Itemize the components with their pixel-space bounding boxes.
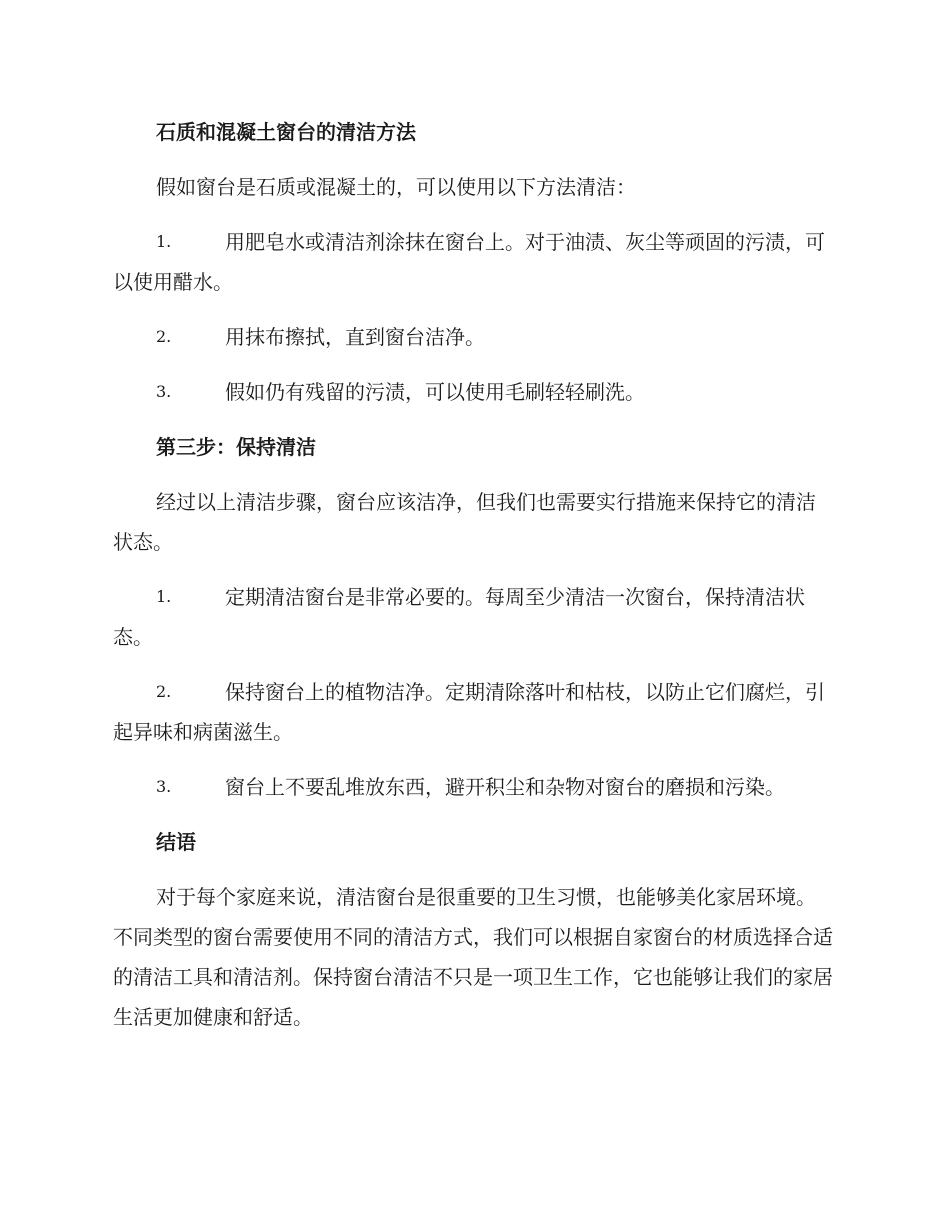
list-item-number: 1.	[156, 587, 172, 606]
list-item-text: 假如仍有残留的污渍，可以使用毛刷轻轻刷洗。	[225, 380, 645, 404]
list-item	[113, 372, 833, 412]
list-item	[113, 767, 833, 807]
section-intro-stone-concrete: 假如窗台是石质或混凝土的，可以使用以下方法清洁：	[156, 175, 636, 199]
list-item-number: 3.	[156, 382, 172, 401]
section-heading-conclusion: 结语	[156, 830, 196, 854]
list-item-number: 1.	[156, 232, 172, 251]
list-item	[113, 317, 833, 357]
conclusion-paragraph: 对于每个家庭来说，清洁窗台是很重要的卫生习惯，也能够美化家居环境。不同类型的窗台需要使用不同的清洁方式，我们可以根据自家窗台的材质选择合适的清洁工具和清洁剂。保持窗台清洁不只是一项卫生工作，它也能够让我们的家居生活更加健康和舒适。	[113, 885, 833, 1029]
list-item-text: 定期清洁窗台是非常必要的。每周至少清洁一次窗台，保持清洁状态。	[113, 585, 805, 649]
list-item-number: 2.	[156, 327, 172, 346]
list-item	[113, 577, 833, 657]
list-item-text: 保持窗台上的植物洁净。定期清除落叶和枯枝，以防止它们腐烂，引起异味和病菌滋生。	[113, 680, 825, 744]
section-heading-keep-clean: 第三步：保持清洁	[156, 435, 316, 459]
list-item-number: 2.	[156, 682, 172, 701]
list-item	[113, 672, 833, 752]
document-page	[113, 112, 833, 1052]
list-item-number: 3.	[156, 777, 172, 796]
list-item-text: 用抹布擦拭，直到窗台洁净。	[225, 325, 485, 349]
section-heading-stone-concrete: 石质和混凝土窗台的清洁方法	[156, 120, 416, 144]
list-item-text: 用肥皂水或清洁剂涂抹在窗台上。对于油渍、灰尘等顽固的污渍，可以使用醋水。	[113, 230, 825, 294]
list-item	[113, 222, 833, 302]
section-intro-keep-clean: 经过以上清洁步骤，窗台应该洁净，但我们也需要实行措施来保持它的清洁状态。	[113, 490, 816, 554]
list-item-text: 窗台上不要乱堆放东西，避开积尘和杂物对窗台的磨损和污染。	[225, 775, 785, 799]
